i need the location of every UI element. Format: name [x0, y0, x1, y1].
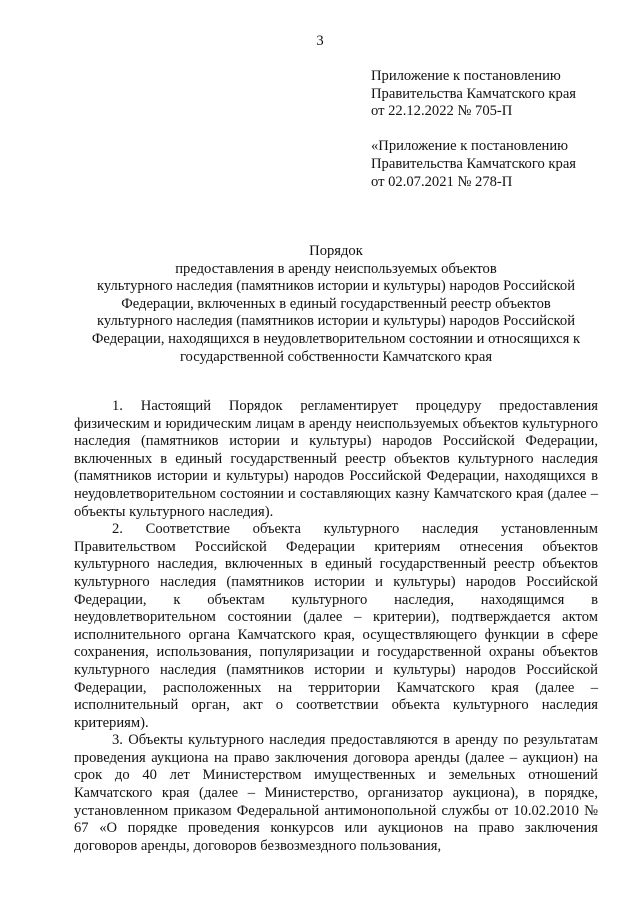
annex-line: Приложение к постановлению: [371, 68, 561, 84]
title-line: культурного наследия (памятников истории и культуры) народов Российской: [96, 278, 576, 295]
title-line: предоставления в аренду неиспользуемых объектов: [175, 260, 497, 277]
paragraph-3: 3. Объекты культурного наследия предоставляются в аренду по результатам проведения аукциона на право заключения договора аренды (далее – аукцион) на срок до 40 лет Министерством имущественных и земельных отношений Камчатского края (далее – Министерство, организатор аукциона), в порядке, установленном приказом Федеральной антимонопольной службы от 10.02.2010 № 67 «О порядке проведения конкурсов или аукционов на право заключения договоров аренды, договоров безвозмездного пользования,: [74, 732, 598, 854]
title-line: Федерации, находящихся в неудовлетворительном состоянии и относящихся к: [91, 330, 581, 347]
annex-block-original: [371, 138, 633, 191]
annex-line: Правительства Камчатского края: [371, 85, 577, 102]
title-line: Порядок: [309, 243, 363, 259]
page-number: 3: [316, 33, 324, 49]
annex-line: от 22.12.2022 № 705-П: [371, 103, 513, 120]
paragraph-1: 1. Настоящий Порядок регламентирует процедуру предоставления физическим и юридическим лицам в аренду неиспользуемых объектов культурного наследия (памятников истории и культуры) народов Российской Федерации, включенных в единый государственный реестр объектов культурного наследия (памятников истории и культуры) народов Российской Федерации, находящихся в неудовлетворительном состоянии и составляющих казну Камчатского края (далее – объекты культурного наследия).: [74, 398, 598, 520]
title-line: Федерации, включенных в единый государственный реестр объектов: [121, 295, 551, 312]
annex-line: Правительства Камчатского края: [371, 155, 577, 172]
title-line: государственной собственности Камчатского края: [179, 348, 493, 365]
document-title: [74, 243, 598, 366]
annex-block-current: [371, 68, 633, 121]
paragraph-2: 2. Соответствие объекта культурного наследия установленным Правительством Российской Федерации критериям отнесения объектов культурного наследия, включенных в единый государственный реестр объектов культурного наследия (памятников истории и культуры) народов Российской Федерации, к объектам культурного наследия, находящимся в неудовлетворительном состоянии (далее – критерии), подтверждается актом исполнительного органа Камчатского края, осуществляющего функции в сфере сохранения, использования, популяризации и государственной охраны объектов культурного наследия (памятников истории и культуры) народов Российской Федерации, расположенных на территории Камчатского края (далее – исполнительный орган, акт о соответствии объекта культурного наследия критериям).: [74, 521, 598, 731]
document-body: [74, 398, 598, 855]
annex-line: «Приложение к постановлению: [371, 138, 569, 155]
annex-line: от 02.07.2021 № 278-П: [371, 173, 513, 190]
title-line: культурного наследия (памятников истории и культуры) народов Российской: [96, 313, 576, 330]
annex-header: [371, 68, 633, 191]
